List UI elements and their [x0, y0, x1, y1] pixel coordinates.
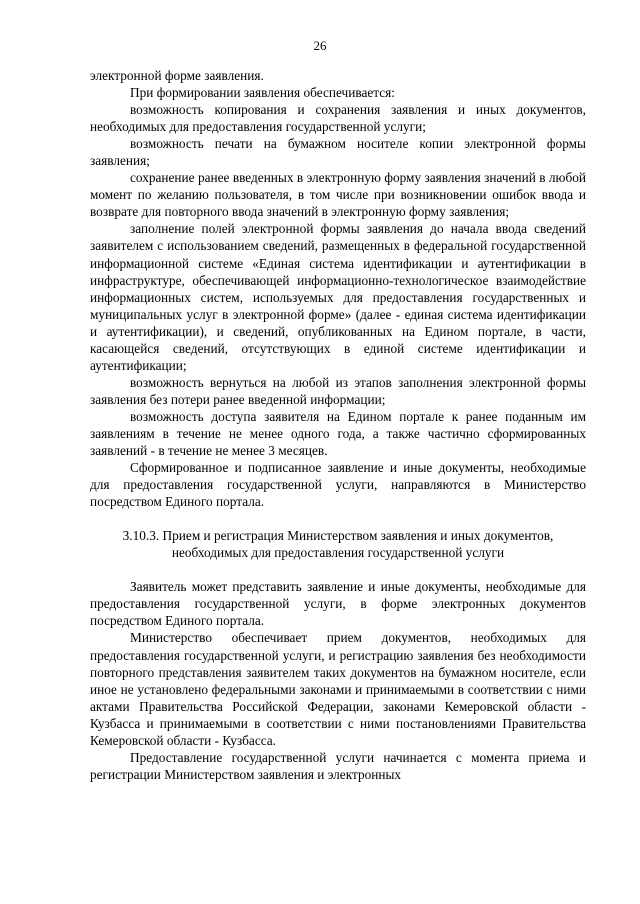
paragraph: При формировании заявления обеспечивается: [130, 85, 395, 101]
paragraph: Заявитель может представить заявление и иные документы, необходимые для предоставления государственной услуги, в форме электронных документов посредством Единого портала. [90, 579, 586, 629]
document-body [90, 67, 586, 783]
paragraph: заполнение полей электронной формы заявления до начала ввода сведений заявителем с использованием сведений, размещенных в федеральной государственной информационной системе «Единая система идентификации и аутентификации в инфраструктуре, обеспечивающей информационно-технологическое взаимодействие информационных систем, используемых для предоставления государственных и муниципальных услуг в электронной форме» (далее - единая система идентификации и аутентификации), и сведений, опубликованных на Едином портале, в части, касающейся сведений, отсутствующих в единой системе идентификации и аутентификации; [90, 221, 586, 373]
paragraph: Сформированное и подписанное заявление и иные документы, необходимые для предоставления государственной услуги, направляются в Министерство посредством Единого портала. [90, 460, 586, 510]
section-heading: 3.10.3. Прием и регистрация Министерством заявления и иных документов, необходимых для предоставления государственной услуги [122, 528, 554, 561]
spacer [90, 561, 586, 578]
paragraph: возможность вернуться на любой из этапов заполнения электронной формы заявления без потери ранее введенной информации; [90, 374, 586, 407]
paragraph: сохранение ранее введенных в электронную форму заявления значений в любой момент по желанию пользователя, в том числе при возникновении ошибок ввода и возврате для повторного ввода значений в электронную форму заявления; [90, 170, 586, 220]
paragraph: возможность копирования и сохранения заявления и иных документов, необходимых для предоставления государственной услуги; [90, 102, 586, 135]
spacer [90, 510, 586, 527]
paragraph: электронной форме заявления. [90, 68, 264, 83]
paragraph: возможность доступа заявителя на Едином портале к ранее поданным им заявлениям в течение не менее одного года, а также частично сформированных заявлений - в течение не менее 3 месяцев. [90, 408, 586, 459]
paragraph: Предоставление государственной услуги начинается с момента приема и регистрации Министерством заявления и электронных [90, 749, 586, 782]
paragraph: возможность печати на бумажном носителе копии электронной формы заявления; [90, 136, 586, 169]
paragraph: Министерство обеспечивает прием документов, необходимых для предоставления государственной услуги, и регистрацию заявления без необходимости повторного представления заявителем таких документов на бумажном носителе, если иное не установлено федеральными законами и принимаемыми в соответствии с ними актами Правительства Российской Федерации, законами Кемеровской области - Кузбасса и принимаемыми в соответствии с ними постановлениями Правительства Кемеровской области - Кузбасса. [90, 630, 586, 748]
page-number: 26 [313, 38, 327, 53]
